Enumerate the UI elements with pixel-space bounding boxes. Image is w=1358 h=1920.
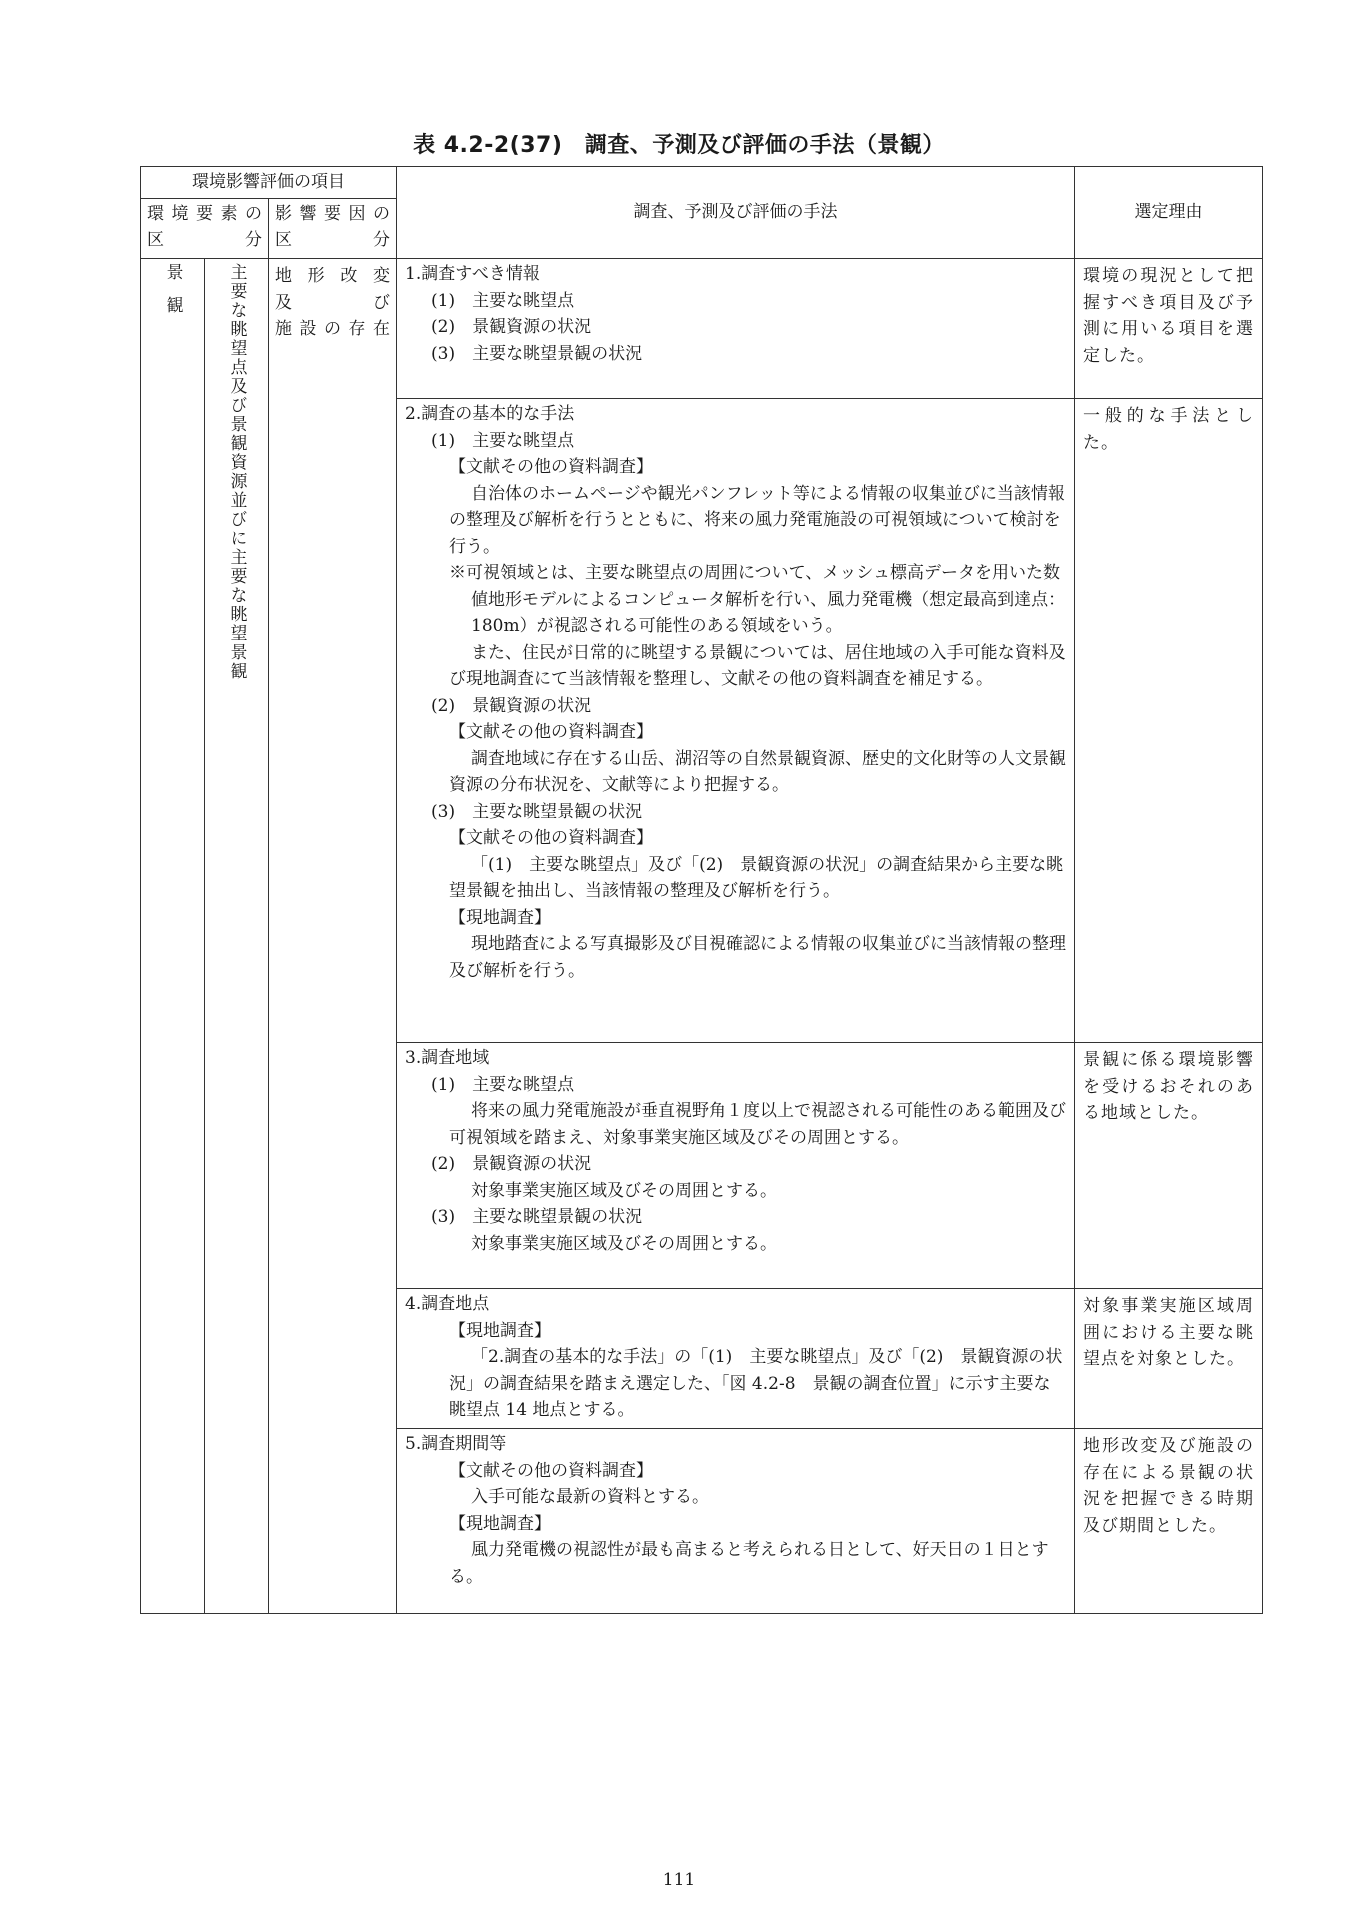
method-line: 入手可能な最新の資料とする。 [471,1487,710,1507]
table-title: 表 4.2-2(37) 調査、予測及び評価の手法（景観） [413,133,945,158]
method-line: 【現地調査】 [449,1320,552,1341]
method-cell [397,1043,1075,1289]
method-line: (1) 主要な眺望点 [431,430,575,451]
cause-line: 施設の存在 [275,319,391,339]
env-subcategory-cell [205,259,269,1614]
reason-cell: 環境の現況として把握すべき項目及び予測に用いる項目を選定した。 [1075,259,1263,399]
method-line: 対象事業実施区域及びその周囲とする。 [471,1233,778,1254]
method-cell [397,259,1075,399]
method-line: 【現地調査】 [449,907,552,928]
method-line: (2) 景観資源の状況 [431,1154,592,1174]
method-cell [397,1429,1075,1614]
method-line: 調査地域に存在する山岳、湖沼等の自然景観資源、歴史的文化財等の人文景観資源の分布状況を、文献等により把握する。 [449,748,1067,795]
header-cause-line: 区 分 [275,230,391,250]
method-line: 【文献その他の資料調査】 [449,457,654,477]
header-env-element-line: 区 分 [147,230,262,250]
method-line: 将来の風力発電施設が垂直視野角１度以上で視認される可能性のある範囲及び可視領域を踏まえ、対象事業実施区域及びその周囲とする。 [449,1101,1067,1148]
method-line: 風力発電機の視認性が最も高まると考えられる日として、好天日の１日とする。 [449,1540,1049,1587]
method-line: 自治体のホームページや観光パンフレット等による情報の収集並びに当該情報の整理及び解析を行うとともに、将来の風力発電施設の可視領域について検討を行う。 [449,483,1065,557]
method-line: 2.調査の基本的な手法 [405,404,575,424]
method-line: (3) 主要な眺望景観の状況 [431,801,643,822]
cause-line: 地形改変 [275,266,391,286]
cause-cell [269,259,397,1614]
method-line: 1.調査すべき情報 [405,264,540,284]
method-table [140,166,1263,1614]
method-line: 5.調査期間等 [405,1434,507,1454]
method-line: 【文献その他の資料調査】 [449,828,654,848]
method-cell [397,1289,1075,1429]
page-number: 111 [662,1870,696,1890]
header-reason: 選定理由 [1075,167,1263,259]
method-line: 4.調査地点 [405,1294,490,1314]
header-cause [269,199,397,259]
method-line: (2) 景観資源の状況 [431,317,592,337]
reason-cell: 対象事業実施区域周囲における主要な眺望点を対象とした。 [1075,1289,1263,1429]
method-line: (1) 主要な眺望点 [431,290,575,311]
method-line: 対象事業実施区域及びその周囲とする。 [471,1180,778,1201]
header-items: 環境影響評価の項目 [141,167,397,199]
method-line: 「(1) 主要な眺望点」及び「(2) 景観資源の状況」の調査結果から主要な眺望景観を抽出し、当該情報の整理及び解析を行う。 [449,854,1064,901]
method-cell [397,399,1075,1043]
reason-cell: 地形改変及び施設の存在による景観の状況を把握できる時期及び期間とした。 [1075,1429,1263,1614]
method-line: 【現地調査】 [449,1513,552,1534]
header-env-element [141,199,269,259]
env-subcategory: 主要な眺望点及び景観資源並びに主要な眺望景観 [226,263,247,681]
method-line: 「2.調査の基本的な手法」の「(1) 主要な眺望点」及び「(2) 景観資源の状況」の調査結果を踏まえ選定した、「図 4.2-8 景観の調査位置」に示す主要な眺望点 14 地点とする。 [449,1347,1063,1420]
env-category-cell [141,259,205,1614]
method-line: (2) 景観資源の状況 [431,695,592,716]
method-line: (1) 主要な眺望点 [431,1074,575,1095]
header-cause-line: 影響要因の [275,204,391,224]
method-line: (3) 主要な眺望景観の状況 [431,343,643,364]
reason-cell: 景観に係る環境影響を受けるおそれのある地域とした。 [1075,1043,1263,1289]
method-line: 現地踏査による写真撮影及び目視確認による情報の収集並びに当該情報の整理及び解析を行う。 [449,934,1067,981]
header-env-element-line: 環境要素の [147,204,262,224]
reason-cell: 一般的な手法とした。 [1075,399,1263,1043]
header-method: 調査、予測及び評価の手法 [397,167,1075,259]
env-category: 景観 [162,263,183,329]
method-line: (3) 主要な眺望景観の状況 [431,1207,643,1227]
method-line: 【文献その他の資料調査】 [449,1460,654,1481]
method-line: ※可視領域とは、主要な眺望点の周囲について、メッシュ標高データを用いた数値地形モデルによるコンピュータ解析を行い、風力発電機（想定最高到達点：180m）が視認される可能性のある領域をいう。 [449,563,1066,636]
method-line: 【文献その他の資料調査】 [449,722,654,742]
method-line: また、住民が日常的に眺望する景観については、居住地域の入手可能な資料及び現地調査にて当該情報を整理し、文献その他の資料調査を補足する。 [449,642,1066,689]
method-line: 3.調査地域 [405,1048,490,1068]
cause-line: 及 び [275,292,391,313]
